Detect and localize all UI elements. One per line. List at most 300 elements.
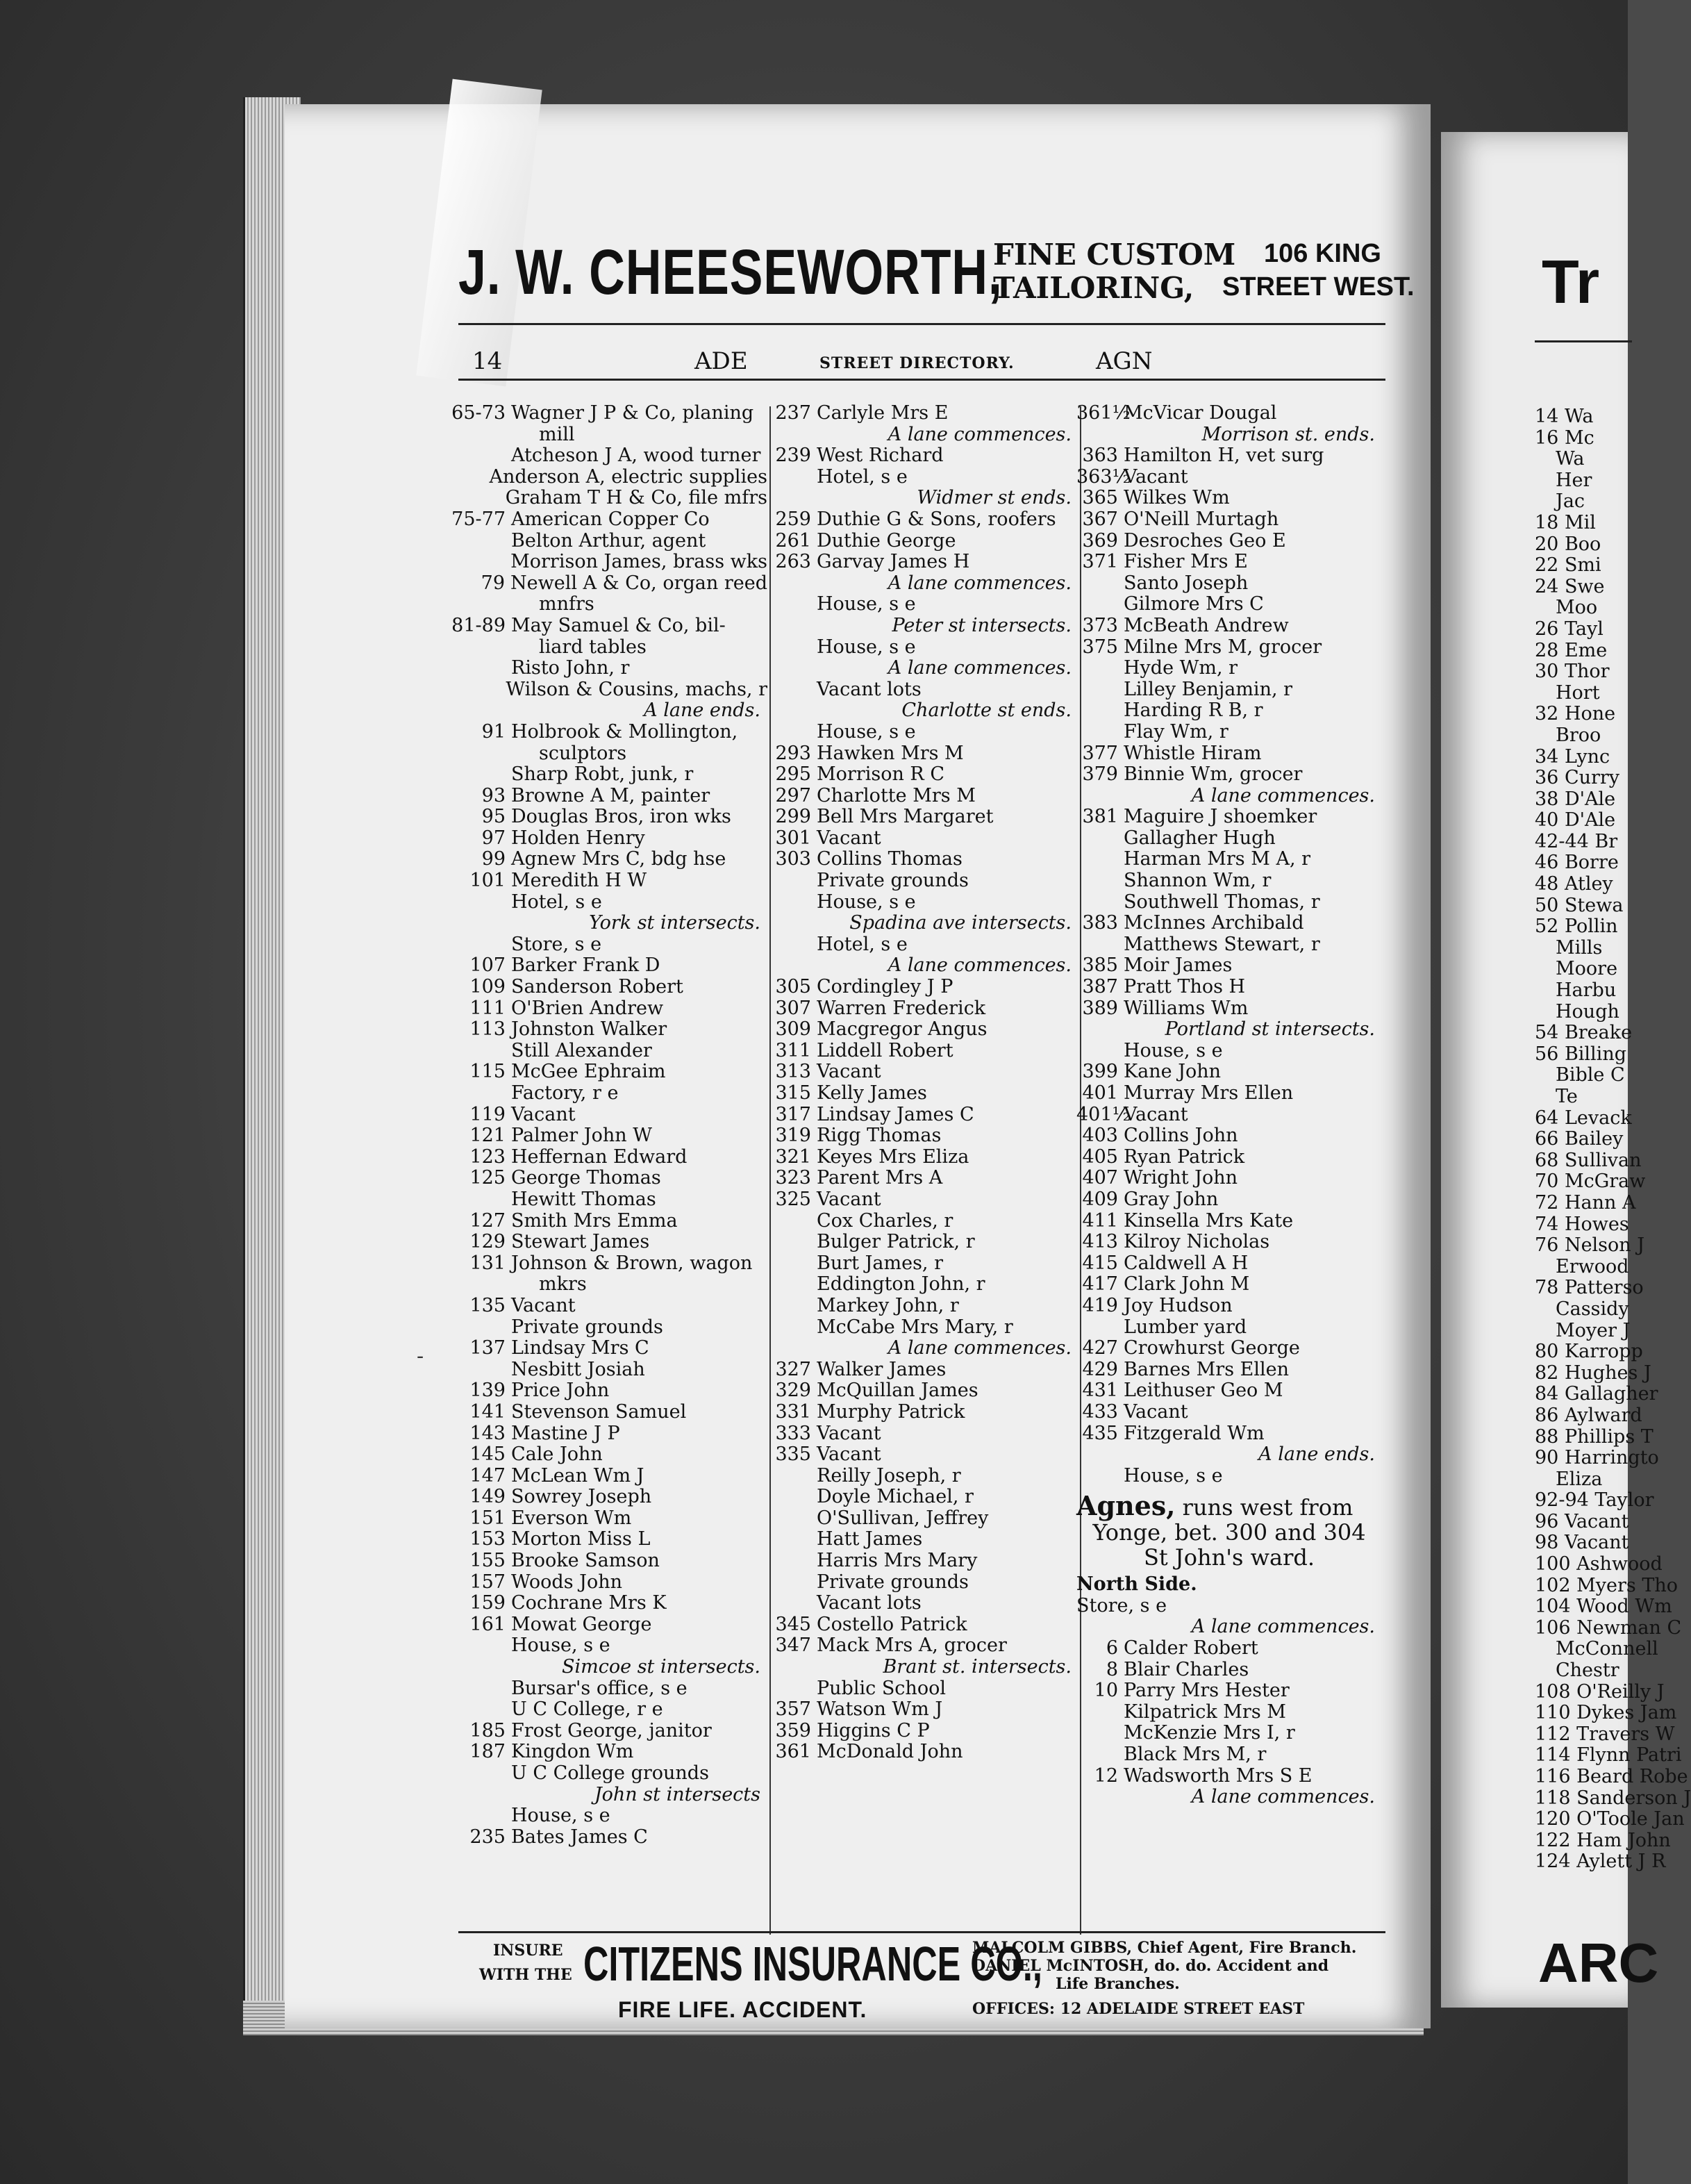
entry-text: McLean Wm J xyxy=(511,1464,644,1487)
directory-entry xyxy=(769,552,1078,573)
entry-text: Binnie Wm, grocer xyxy=(1124,763,1303,786)
house-number xyxy=(444,679,506,701)
ad-fine-custom: FINE CUSTOM xyxy=(993,238,1236,272)
house-number xyxy=(769,1253,817,1275)
entry-text: House, s e xyxy=(511,1805,610,1827)
directory-entry xyxy=(769,1041,1078,1062)
house-number: 315 xyxy=(775,1082,811,1104)
entry-text: Agnew Mrs C, bdg hse xyxy=(511,848,726,870)
facing-page-line: 88 Phillips T xyxy=(1535,1425,1653,1448)
facing-page-line: 22 Smi xyxy=(1535,554,1601,577)
directory-entry xyxy=(444,424,767,446)
directory-entry xyxy=(1076,1232,1382,1253)
entry-text: Williams Wm xyxy=(1124,997,1249,1019)
entry-text: Hamilton H, vet surg xyxy=(1124,445,1324,467)
directory-entry xyxy=(444,573,767,595)
entry-text: Kingdon Wm xyxy=(511,1741,634,1763)
directory-entry xyxy=(1076,531,1382,552)
entry-text: Store, s e xyxy=(511,933,602,955)
house-number: 75-77 xyxy=(451,508,506,530)
house-number: 323 xyxy=(775,1167,811,1189)
house-number xyxy=(769,1508,817,1530)
entry-text: Palmer John W xyxy=(511,1125,652,1147)
entry-text: Harding R B, r xyxy=(1124,700,1263,722)
directory-entry xyxy=(444,1593,767,1614)
house-number: 409 xyxy=(1082,1188,1118,1210)
house-number xyxy=(769,1529,817,1550)
house-number: 157 xyxy=(469,1571,506,1593)
directory-entry xyxy=(1076,552,1382,573)
entry-text: Collins John xyxy=(1124,1125,1238,1147)
house-number: 113 xyxy=(469,1018,506,1041)
house-number: 307 xyxy=(775,997,811,1019)
entry-text: Anderson A, electric supplies xyxy=(489,465,767,488)
house-number xyxy=(769,1232,817,1253)
directory-entry xyxy=(769,531,1078,552)
entry-text: Kilpatrick Mrs M xyxy=(1124,1701,1286,1723)
house-number: 327 xyxy=(775,1358,811,1380)
directory-entry xyxy=(444,722,767,743)
facing-page-line: Hort xyxy=(1556,681,1600,704)
directory-entry xyxy=(444,1125,767,1147)
entry-text: Duthie George xyxy=(817,529,956,552)
entry-text: Bates James C xyxy=(511,1826,648,1848)
entry-text: Duthie G & Sons, roofers xyxy=(817,508,1056,530)
entry-text: Heffernan Edward xyxy=(511,1145,688,1168)
house-number xyxy=(444,1763,511,1785)
directory-entry xyxy=(444,1105,767,1126)
directory-entry xyxy=(1076,573,1382,595)
entry-text: U C College, r e xyxy=(511,1698,663,1721)
directory-entry xyxy=(1076,467,1382,488)
entry-text: Vacant xyxy=(817,1422,881,1444)
entry-text: Parent Mrs A xyxy=(817,1167,943,1189)
directory-entry xyxy=(1076,700,1382,722)
house-number: 81-89 xyxy=(451,614,506,636)
entry-text: Black Mrs M, r xyxy=(1124,1744,1267,1766)
entry-text: O'Neill Murtagh xyxy=(1124,508,1279,530)
directory-entry xyxy=(1076,1702,1382,1723)
house-number: 325 xyxy=(775,1188,811,1210)
directory-entry xyxy=(444,1572,767,1594)
house-number: 415 xyxy=(1082,1252,1118,1274)
agnes-desc-3: St John's ward. xyxy=(1143,1544,1315,1571)
facing-page-line: 106 Newman C xyxy=(1535,1616,1682,1639)
house-number xyxy=(444,1359,511,1381)
house-number: 235 xyxy=(469,1826,506,1848)
house-number: 6 xyxy=(1106,1637,1118,1660)
house-number: 383 xyxy=(1082,912,1118,934)
directory-entry xyxy=(769,1721,1078,1742)
entry-text: Lumber yard xyxy=(1124,1316,1247,1338)
entry-text: Calder Robert xyxy=(1124,1637,1258,1660)
entry-text: Whistle Hiram xyxy=(1124,742,1262,764)
directory-entry xyxy=(444,1168,767,1189)
house-number xyxy=(1076,870,1124,892)
directory-entry xyxy=(444,977,767,998)
house-number: 123 xyxy=(469,1145,506,1168)
facing-page-line: Te xyxy=(1556,1086,1578,1107)
entry-text: Woods John xyxy=(511,1571,623,1593)
directory-entry xyxy=(769,828,1078,850)
directory-entry xyxy=(1076,1083,1382,1105)
house-number xyxy=(444,764,511,786)
house-number xyxy=(444,1274,511,1296)
facing-page-line: 54 Breake xyxy=(1535,1022,1633,1044)
house-number xyxy=(1076,722,1124,743)
facing-page-line: 56 Billing xyxy=(1535,1043,1626,1065)
facing-page-line: 34 Lync xyxy=(1535,745,1610,768)
house-number: 10 xyxy=(1094,1680,1118,1702)
insurance-advertisement xyxy=(458,1937,1403,2032)
directory-entry xyxy=(769,509,1078,531)
house-number: 149 xyxy=(469,1486,506,1508)
entry-text: Brant st. intersects. xyxy=(883,1656,1072,1678)
directory-entry xyxy=(444,1274,767,1296)
house-number: 371 xyxy=(1082,551,1118,573)
directory-entry xyxy=(769,1466,1078,1487)
directory-entry xyxy=(444,1763,767,1785)
entry-text: Higgins C P xyxy=(817,1719,930,1742)
directory-entry xyxy=(769,998,1078,1020)
house-number: 111 xyxy=(469,997,506,1019)
house-number: 95 xyxy=(481,806,506,828)
house-number: 115 xyxy=(469,1061,506,1083)
directory-entry xyxy=(1076,509,1382,531)
entry-text: Maguire J shoemker xyxy=(1124,806,1317,828)
house-number: 357 xyxy=(775,1698,811,1721)
entry-text: O'Brien Andrew xyxy=(511,997,664,1019)
directory-entry xyxy=(1076,445,1382,467)
entry-text: Ryan Patrick xyxy=(1124,1145,1245,1168)
directory-entry xyxy=(769,1444,1078,1466)
entry-text: Mastine J P xyxy=(511,1422,620,1444)
directory-entry xyxy=(1076,594,1382,615)
entry-text: Vacant lots xyxy=(817,1592,922,1614)
directory-entry xyxy=(769,977,1078,998)
entry-text: Pratt Thos H xyxy=(1124,976,1246,998)
directory-entry xyxy=(444,594,767,615)
directory-entry xyxy=(1076,977,1382,998)
column-3-entries xyxy=(1076,403,1382,1487)
entry-text: Lindsay Mrs C xyxy=(511,1337,649,1359)
house-number: 347 xyxy=(775,1635,811,1657)
directory-entry xyxy=(444,934,767,956)
advertiser-name: J. W. CHEESEWORTH, xyxy=(458,237,1003,308)
directory-entry xyxy=(444,1487,767,1508)
facing-page-line: Harbu xyxy=(1556,979,1617,1002)
directory-entry xyxy=(444,1742,767,1763)
entry-text: Risto John, r xyxy=(511,657,630,679)
directory-entry xyxy=(1076,1253,1382,1275)
entry-text: Shannon Wm, r xyxy=(1124,870,1272,892)
entry-text: Vacant xyxy=(1124,1103,1188,1125)
entry-text: Wadsworth Mrs S E xyxy=(1124,1764,1313,1787)
facing-page-line: 116 Beard Robe xyxy=(1535,1766,1688,1787)
directory-entry xyxy=(1076,1147,1382,1168)
directory-entry xyxy=(444,1550,767,1572)
entry-text: West Richard xyxy=(817,445,944,467)
entry-text: Public School xyxy=(817,1677,946,1699)
facing-page-line: Erwood xyxy=(1556,1255,1629,1277)
entry-text: Mowat George xyxy=(511,1613,652,1635)
directory-entry xyxy=(769,1253,1078,1275)
facing-page-line: 42-44 Br xyxy=(1535,830,1618,852)
entry-text: Kinsella Mrs Kate xyxy=(1124,1209,1294,1232)
facing-page-rule xyxy=(1535,340,1632,342)
facing-page-title: Tr xyxy=(1542,247,1600,316)
house-number xyxy=(444,1317,511,1339)
directory-entry xyxy=(444,849,767,870)
facing-page-line: Her xyxy=(1556,469,1592,491)
house-number xyxy=(444,1699,511,1721)
house-number xyxy=(1076,1317,1124,1339)
directory-entry xyxy=(769,1508,1078,1530)
street-note xyxy=(1076,1444,1382,1466)
entry-text: Vacant xyxy=(817,827,881,849)
directory-entry xyxy=(769,1211,1078,1232)
entry-text: Cox Charles, r xyxy=(817,1209,953,1232)
entry-text: Holbrook & Mollington, xyxy=(511,720,738,743)
facing-page-line: 98 Vacant xyxy=(1535,1532,1629,1554)
facing-page-line: 100 Ashwood xyxy=(1535,1553,1663,1575)
house-number: 365 xyxy=(1082,487,1118,509)
entry-text: Douglas Bros, iron wks xyxy=(511,806,731,828)
entry-text: Stewart James xyxy=(511,1231,650,1253)
directory-entry xyxy=(444,1635,767,1657)
house-number xyxy=(769,1678,817,1700)
house-number: 363 xyxy=(1082,445,1118,467)
entry-text: Macgregor Angus xyxy=(817,1018,988,1041)
entry-text: Hotel, s e xyxy=(511,891,602,913)
street-note xyxy=(769,700,1078,722)
directory-entry xyxy=(769,764,1078,786)
entry-text: Peter st intersects. xyxy=(892,614,1072,636)
house-number xyxy=(1076,679,1124,701)
ad-with-the: WITH THE xyxy=(479,1966,572,1984)
ad-agent-3: Life Branches. xyxy=(1056,1975,1180,1993)
directory-entry xyxy=(1076,1168,1382,1189)
house-number xyxy=(769,1487,817,1508)
house-number: 8 xyxy=(1106,1658,1118,1680)
entry-text: Widmer st ends. xyxy=(917,487,1072,509)
street-note xyxy=(769,573,1078,595)
entry-text: Stevenson Samuel xyxy=(511,1400,687,1423)
entry-text: Private grounds xyxy=(511,1316,663,1338)
ad-insure: INSURE xyxy=(493,1942,563,1960)
entry-text: Wilson & Cousins, machs, r xyxy=(506,678,767,700)
directory-entry xyxy=(1076,1402,1382,1423)
house-number: 401½ xyxy=(1076,1103,1131,1125)
directory-entry xyxy=(769,870,1078,892)
entry-text: Clark John M xyxy=(1124,1273,1250,1296)
house-number: 293 xyxy=(775,742,811,764)
entry-text: Fitzgerald Wm xyxy=(1124,1422,1265,1444)
entry-text: Kane John xyxy=(1124,1061,1222,1083)
entry-text: Milne Mrs M, grocer xyxy=(1124,636,1322,658)
directory-entry xyxy=(1076,1125,1382,1147)
house-number xyxy=(444,424,511,446)
directory-entry xyxy=(769,679,1078,701)
house-number: 335 xyxy=(775,1443,811,1466)
entry-text: Browne A M, painter xyxy=(511,784,710,806)
directory-entry xyxy=(444,1296,767,1317)
directory-entry xyxy=(444,806,767,828)
directory-column-1 xyxy=(444,403,767,1848)
street-note xyxy=(1076,1787,1382,1808)
directory-entry xyxy=(769,849,1078,870)
house-number: 405 xyxy=(1082,1145,1118,1168)
house-number: 427 xyxy=(1082,1337,1118,1359)
directory-entry xyxy=(444,1317,767,1339)
directory-entry xyxy=(1076,1660,1382,1681)
directory-entry xyxy=(444,1083,767,1105)
directory-entry xyxy=(444,786,767,807)
directory-entry xyxy=(444,1827,767,1848)
entry-text: Private grounds xyxy=(817,870,969,892)
house-number: 381 xyxy=(1082,806,1118,828)
house-number: 187 xyxy=(469,1741,506,1763)
street-note xyxy=(769,1657,1078,1678)
entry-text: Factory, r e xyxy=(511,1082,619,1104)
house-number: 263 xyxy=(775,551,811,573)
directory-entry xyxy=(769,1061,1078,1083)
house-number xyxy=(769,1274,817,1296)
entry-text: Morton Miss L xyxy=(511,1528,651,1550)
street-note xyxy=(1076,1019,1382,1041)
facing-page-line: Eliza xyxy=(1556,1468,1603,1490)
directory-entry xyxy=(1076,1274,1382,1296)
agnes-entries xyxy=(1076,1638,1382,1808)
facing-page-line: 32 Hone xyxy=(1535,703,1616,725)
directory-entry xyxy=(769,1380,1078,1402)
facing-page-line: 86 Aylward xyxy=(1535,1404,1642,1426)
entry-text: Burt James, r xyxy=(817,1252,943,1274)
entry-text: Belton Arthur, agent xyxy=(511,529,706,552)
entry-text: Hatt James xyxy=(817,1528,923,1550)
house-number: 125 xyxy=(469,1167,506,1189)
entry-text: Brooke Samson xyxy=(511,1550,660,1572)
entry-text: McVicar Dougal xyxy=(1124,402,1277,424)
house-number: 361 xyxy=(775,1741,811,1763)
entry-text: Mack Mrs A, grocer xyxy=(817,1635,1007,1657)
facing-page-line: 72 Hann A xyxy=(1535,1191,1636,1214)
entry-text: Charlotte st ends. xyxy=(901,700,1072,722)
facing-page-line: 40 D'Ale xyxy=(1535,809,1616,832)
directory-entry xyxy=(1076,1041,1382,1062)
street-note xyxy=(769,615,1078,637)
house-number xyxy=(444,1805,511,1827)
directory-entry xyxy=(444,658,767,679)
house-number: 185 xyxy=(469,1719,506,1742)
directory-entry xyxy=(444,1423,767,1445)
facing-page-line: 108 O'Reilly J xyxy=(1535,1680,1665,1703)
house-number: 237 xyxy=(775,402,811,424)
entry-text: Wagner J P & Co, planing xyxy=(511,402,754,424)
facing-page-line: 14 Wa xyxy=(1535,406,1594,427)
entry-text: Vacant xyxy=(817,1061,881,1083)
facing-page-line: Jac xyxy=(1556,490,1585,513)
entry-text: Vacant xyxy=(1124,465,1188,488)
street-note xyxy=(444,700,767,722)
entry-text: Lilley Benjamin, r xyxy=(1124,678,1293,700)
directory-entry xyxy=(1076,722,1382,743)
directory-entry xyxy=(444,998,767,1020)
entry-text: Portland st intersects. xyxy=(1165,1018,1375,1041)
directory-entry xyxy=(444,1211,767,1232)
house-number: 377 xyxy=(1082,742,1118,764)
facing-page-footer: ARC xyxy=(1538,1932,1659,1994)
entry-text: Gilmore Mrs C xyxy=(1124,593,1264,615)
facing-page-line: 50 Stewa xyxy=(1535,894,1624,916)
house-number: 159 xyxy=(469,1592,506,1614)
house-number: 375 xyxy=(1082,636,1118,658)
house-number: 433 xyxy=(1082,1400,1118,1423)
entry-text: McInnes Archibald xyxy=(1124,912,1304,934)
house-number: 127 xyxy=(469,1209,506,1232)
facing-page-line: Moyer J xyxy=(1556,1319,1631,1341)
entry-text: Gray John xyxy=(1124,1188,1219,1210)
entry-text: Johnston Walker xyxy=(511,1018,667,1041)
house-number: 259 xyxy=(775,508,811,530)
facing-page-line: 30 Thor xyxy=(1535,661,1610,683)
directory-entry xyxy=(444,1529,767,1550)
entry-text: A lane commences. xyxy=(888,423,1072,445)
directory-entry xyxy=(1076,658,1382,679)
directory-entry xyxy=(444,870,767,892)
entry-text: Vacant xyxy=(1124,1400,1188,1423)
directory-entry xyxy=(769,1359,1078,1381)
street-note xyxy=(769,1338,1078,1359)
directory-entry xyxy=(769,743,1078,765)
house-number: 369 xyxy=(1082,529,1118,552)
directory-entry xyxy=(444,1805,767,1827)
facing-page-line: 48 Atley xyxy=(1535,873,1613,895)
entry-text: McCabe Mrs Mary, r xyxy=(817,1316,1013,1338)
facing-page-line: 82 Hughes J xyxy=(1535,1362,1651,1384)
directory-entry xyxy=(1076,488,1382,509)
directory-entry xyxy=(1076,998,1382,1020)
running-title: STREET DIRECTORY. xyxy=(819,354,1015,372)
directory-entry xyxy=(1076,870,1382,892)
directory-entry xyxy=(444,1041,767,1062)
directory-entry xyxy=(1076,1380,1382,1402)
entry-text: Lindsay James C xyxy=(817,1103,974,1125)
house-number xyxy=(769,722,817,743)
entry-text: Kelly James xyxy=(817,1082,927,1104)
directory-entry xyxy=(769,1423,1078,1445)
entry-text: Smith Mrs Emma xyxy=(511,1209,678,1232)
directory-entry xyxy=(444,1444,767,1466)
entry-text: Costello Patrick xyxy=(817,1613,967,1635)
facing-page-line: 24 Swe xyxy=(1535,575,1605,597)
house-number: 379 xyxy=(1082,763,1118,786)
entry-text: Cochrane Mrs K xyxy=(511,1592,667,1614)
house-number xyxy=(444,594,511,615)
entry-text: Hewitt Thomas xyxy=(511,1188,656,1210)
directory-entry xyxy=(444,552,767,573)
entry-text: Matthews Stewart, r xyxy=(1124,933,1320,955)
house-number: 413 xyxy=(1082,1231,1118,1253)
directory-entry xyxy=(769,1189,1078,1211)
running-key-left: ADE xyxy=(694,347,748,375)
house-number xyxy=(769,637,817,659)
facing-page-line: Mills xyxy=(1556,936,1603,959)
directory-entry xyxy=(1076,1317,1382,1339)
directory-entry xyxy=(1076,892,1382,913)
house-number xyxy=(769,870,817,892)
facing-page-line: Wa xyxy=(1556,448,1585,470)
